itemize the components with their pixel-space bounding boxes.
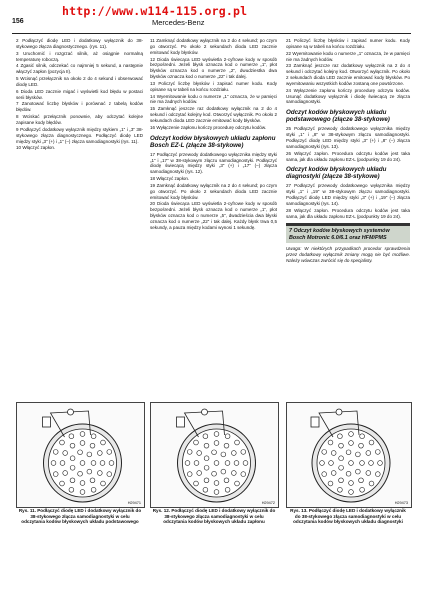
connector-pin <box>366 451 371 456</box>
connector-pin <box>80 490 85 495</box>
connector-pin <box>204 443 209 448</box>
connector-pin <box>331 451 336 456</box>
connector-pin <box>204 456 209 461</box>
page-number: 156 <box>12 18 24 25</box>
paragraph: 12 Dioda świecąca LED wyświetla 2-cyfrowe kody w sposób bezpośredni. Jeżeli błysk oznacza kod o numerze „1”, płot błysków oznacza kod o numerze „2”, dwudziestka dwa błysków oznacza kod o numerze „22” i tak dalej. <box>150 56 277 80</box>
connector-pin <box>194 440 199 445</box>
connector-pin <box>241 472 246 477</box>
connector-pin <box>360 461 365 466</box>
connector-pin <box>349 490 354 495</box>
connector-pin <box>346 450 351 455</box>
paragraph: 20 Dioda świecąca LED wyświetla 2-cyfrowe kody w sposób bezpośredni. Jeżeli błysk oznacza kod o numerze „1”, płot błysków oznacza kod o numerze „5”, dwadzieścia dwa błyski oznacza kod o numerze „22” i tak dalej. Każdy błysk trwa 0,5 sekundy, a pauza między kodami wynosi 1 sekundę. <box>150 201 277 230</box>
led-icon <box>336 409 342 415</box>
connector-pin <box>322 450 327 455</box>
connector-pin <box>369 461 374 466</box>
paragraph: 8 Wciskać przełącznik ponownie, aby odczytać kolejne zapisane kody błędów. <box>16 114 143 125</box>
connector-pin <box>331 471 336 476</box>
paragraph: 18 Włączyć zapłon. <box>150 176 190 182</box>
connector-pin <box>109 461 114 466</box>
connector-pin <box>212 450 217 455</box>
figure-code: H29473 <box>394 501 408 505</box>
connector-pin <box>338 487 343 492</box>
connector-pin <box>320 461 325 466</box>
section-heading: Odczyt kodów błyskowych układu podstawowego (złącze 38-stykowe) <box>286 109 390 124</box>
connector-pin <box>194 481 199 486</box>
figure-code: H29471 <box>127 501 141 505</box>
paragraph: 17 Podłączyć przewody dodatkowego wyłącznika między styki „1” i „17” w 38-stykowym złączu samodiagnostyki. Podłączyć diodę świecącą między styki „3” (+) i „17” (–) złącza samodiagnostyki (rys. 12). <box>150 151 277 175</box>
connector-pin <box>80 432 85 437</box>
section-heading: Odczyt kodów błyskowych układu zapłonu Bosch EZ-L (złącze 38-stykowe) <box>150 134 276 149</box>
connector-pin <box>60 481 65 486</box>
switch-icon <box>311 417 319 427</box>
connector-pin <box>234 461 239 466</box>
brand-title: Mercedes-Benz <box>152 18 205 27</box>
paragraph: 28 Włączyć zapłon. Procedura odczytu kodów jest taka sama, jak dla układu zapłonu EZ-L (podpunkty 19 do 24). <box>286 207 410 219</box>
led-icon <box>202 409 208 415</box>
connector-pin <box>214 481 219 486</box>
section-heading: Odczyt kodów błyskowych układu diagnostyki (złącze 38-stykowe) <box>286 166 387 181</box>
diagnostic-connector-drawing <box>17 403 144 507</box>
connector-pin <box>349 481 354 486</box>
connector-pin <box>231 451 236 456</box>
connector-pin <box>69 487 74 492</box>
connector-pin <box>100 461 105 466</box>
figure-caption: Rys. 12. Podłączyć diodę LED i dodatkowy wyłącznik do 38-stykowego złącza samodiagnostyki w celu odczytania kodów błyskowych układu zapłonu <box>152 508 276 525</box>
connector-pin <box>80 481 85 486</box>
connector-pin <box>366 471 371 476</box>
connector-pin <box>87 452 92 457</box>
paragraph: 22 Wyemitowanie kodu o numerze „1” oznacza, że w pamięci nie ma żadnych kodów. <box>286 50 410 62</box>
connector-pin <box>224 478 229 483</box>
figure-caption: Rys. 11. Podłączyć diodę LED i dodatkowy wyłącznik do 38-stykowego złącza samodiagnostyki w celu odczytania kodów błyskowych układu podstawowego <box>18 508 142 525</box>
connector-pin <box>221 452 226 457</box>
connector-pin <box>369 481 374 486</box>
paragraph: 9 Podłączyć dodatkowy wyłącznik między stykiem „1” i „3” 38-stykowego złącza diagnostycznego. Podłączyć diodę LED między styki „3” (+) i „1” (–) złącza samodiagnostyki (rys. 11). <box>16 126 143 144</box>
connector-pin <box>214 432 219 437</box>
connector-pin <box>378 461 383 466</box>
paragraph: 5 Wcisnąć przełącznik na około 2 do 4 sekund i obserwować diodę LED. <box>16 76 143 87</box>
connector-pin <box>328 481 333 486</box>
connector-pin <box>214 441 219 446</box>
text-column-3 <box>286 38 410 265</box>
connector-pin <box>355 469 360 474</box>
connector-pin <box>375 472 380 477</box>
paragraph: 6 Dioda LED zacznie migać i wyświetli kod błędu w postaci serii błysków. <box>16 88 143 100</box>
paragraph: 13 Policzyć liczbę błysków i zapisać numer kodu. Kody opisane są w tabeli na końcu rozdziału. <box>150 80 277 92</box>
connector-pin <box>225 461 230 466</box>
connector-pin <box>204 465 209 470</box>
connector-pin <box>60 461 65 466</box>
connector-pin <box>107 450 112 455</box>
connector-pin <box>231 471 236 476</box>
connector-pin <box>338 434 343 439</box>
connector-pin <box>339 443 344 448</box>
connector-pin <box>204 478 209 483</box>
connector-pin <box>339 465 344 470</box>
connector-pin <box>355 452 360 457</box>
connector-pin <box>322 472 327 477</box>
figure-caption: Rys. 13. Podłączyć diodę LED i dodatkowy wyłącznik do 38-stykowego złącza samodiagnostyki w celu odczytania kodów błyskowych układu diagnostyki <box>290 508 406 525</box>
connector-pin <box>329 461 334 466</box>
switch-icon <box>177 417 185 427</box>
connector-pin <box>339 456 344 461</box>
connector-pin <box>101 440 106 445</box>
connector-pin <box>53 450 58 455</box>
connector-pin <box>78 450 83 455</box>
connector-pin <box>224 443 229 448</box>
connector-pin <box>187 472 192 477</box>
page-header <box>12 4 411 28</box>
connector-pin <box>53 472 58 477</box>
diagnostic-connector-drawing <box>151 403 278 507</box>
connector-pin <box>359 443 364 448</box>
paragraph: 11 Zamknąć dodatkowy wyłącznik na 2 do 4 sekund; po czym go otworzyć. Po około 2 sekundach dioda LED zacznie emitować kody błysków. <box>150 38 277 55</box>
paragraph: 14 Wyemitowanie kodu o numerze „1” oznacza, że w pamięci nie ma żadnych kodów. <box>150 93 277 105</box>
connector-pin <box>241 450 246 455</box>
connector-pin <box>328 440 333 445</box>
paragraph: 16 Wyłączenie zapłonu kończy procedurę odczytu kodów. <box>150 124 267 130</box>
led-icon <box>68 409 74 415</box>
connector-pin <box>69 434 74 439</box>
note-text: Uwaga: W niektórych przypadkach procedur sprawdzenia przez dodatkowy wyłącznik zmiany mogą nie być możliwe. Należy wówczas zwrócić się do specjalisty. <box>286 246 410 263</box>
figure-13 <box>286 402 412 508</box>
paragraph: 26 Włączyć zapłon. Procedura odczytu kodów jest taka sama, jak dla układu zapłonu EZ-L (podpunkty 19 do 24). <box>286 150 410 162</box>
paragraph: 23 Zamknąć jeszcze raz dodatkowy wyłącznik na 2 do 4 sekund i odczytać kolejny kod. Otworzyć wyłącznik. Po około 2 sekundach dioda LED zacznie emitować kody błysków. Po wyemitowaniu wszystkich kodów zostaną one powtórzone. <box>286 63 410 86</box>
connector-pin <box>375 450 380 455</box>
connector-pin <box>214 461 219 466</box>
connector-pin <box>214 490 219 495</box>
connector-pin <box>87 469 92 474</box>
text-column-2 <box>150 38 277 232</box>
connector-pin <box>349 461 354 466</box>
connector-pin <box>349 432 354 437</box>
switch-icon <box>43 417 51 427</box>
connector-pin <box>187 450 192 455</box>
connector-pin <box>101 481 106 486</box>
paragraph: 4 Zgasić silnik, odczekać co najmniej 5 sekund, a następnie włączyć zapłon (pozycja II). <box>16 63 143 75</box>
connector-pin <box>91 461 96 466</box>
connector-pin <box>235 440 240 445</box>
watermark-url[interactable]: http://www.w114-115.org.pl <box>62 4 248 18</box>
connector-pin <box>221 469 226 474</box>
figure-12 <box>150 402 279 508</box>
paragraph: 19 Zamknąć dodatkowy wyłącznik na 2 do 4 sekund; po czym go otworzyć. Po około 2 sekundach dioda LED zacznie emitować kody błysków. <box>150 182 277 200</box>
connector-pin <box>63 471 68 476</box>
connector-pin <box>194 461 199 466</box>
connector-pin <box>63 451 68 456</box>
connector-pin <box>369 440 374 445</box>
connector-pin <box>107 472 112 477</box>
connector-pin <box>91 487 96 492</box>
connector-pin <box>225 487 230 492</box>
connector-pin <box>359 478 364 483</box>
connector-pin <box>80 441 85 446</box>
connector-pin <box>90 443 95 448</box>
connector-pin <box>185 461 190 466</box>
connector-pin <box>203 434 208 439</box>
paragraph: 3 Uruchomić i rozgrzać silnik, aż osiągnie normalną temperaturę roboczą. <box>16 50 143 62</box>
connector-pin <box>97 471 102 476</box>
paragraph: 24 Wyłączenie zapłonu kończy procedurę odczytu kodów. Usunąć dodatkowy wyłącznik i diodę świecącą ze złącza samodiagnostyki. <box>286 87 410 105</box>
figure-11 <box>16 402 145 508</box>
connector-pin <box>243 461 248 466</box>
paragraph: 2 Podłączyć diodę LED i dodatkowy wyłącznik do 38-stykowego złącza diagnostycznego. (rys. 11). <box>16 38 143 49</box>
paragraph: 25 Podłączyć przewody dodatkowego wyłącznika między styki „1” i „8” w 38-stykowym złączu samodiagnostyki. Podłączyć diodę LED między styki „3” (+) i „8” (–) złącza samodiagnostyki (rys. 13). <box>286 126 410 149</box>
connector-pin <box>197 471 202 476</box>
paragraph: 27 Podłączyć przewody dodatkowego wyłącznika między styki „1” i „19” w 38-stykowym złączu samodiagnostyki. Podłączyć diodę LED między styki „3” (+) i „19” (–) złącza samodiagnostyki (rys. 14). <box>286 183 410 206</box>
connector-pin <box>349 441 354 446</box>
connector-pin <box>90 478 95 483</box>
header-divider <box>12 33 411 34</box>
connector-pin <box>97 451 102 456</box>
connector-pin <box>60 440 65 445</box>
paragraph: 10 Włączyć zapłon. <box>16 145 56 151</box>
connector-pin <box>225 434 230 439</box>
connector-pin <box>70 443 75 448</box>
connector-pin <box>70 465 75 470</box>
connector-pin <box>91 434 96 439</box>
connector-pin <box>360 434 365 439</box>
paragraph: 15 Zamknąć jeszcze raz dodatkowy wyłącznik na 2 do 4 sekund i odczytać kolejny kod. Otworzyć wyłącznik. Po około 2 sekundach dioda LED zacznie emitować kody błysków. <box>150 106 277 123</box>
connector-pin <box>203 487 208 492</box>
connector-pin <box>70 478 75 483</box>
figure-code: H29472 <box>261 501 275 505</box>
connector-pin <box>80 461 85 466</box>
highlight-box: 7 Odczyt kodów błyskowych systemów Bosch Motronic 6.0/6.1 oraz HFM/PMS <box>286 223 410 243</box>
connector-pin <box>235 481 240 486</box>
connector-pin <box>346 471 351 476</box>
connector-pin <box>70 456 75 461</box>
connector-pin <box>51 461 56 466</box>
connector-pin <box>360 487 365 492</box>
connector-pin <box>212 471 217 476</box>
text-column-1 <box>16 38 143 152</box>
paragraph: 7 Zanotować liczbę błysków i porównać z tabelą kodów błędów. <box>16 101 143 113</box>
connector-pin <box>197 451 202 456</box>
connector-pin <box>339 478 344 483</box>
connector-pin <box>78 471 83 476</box>
diagnostic-connector-drawing <box>287 403 411 507</box>
paragraph: 21 Policzyć liczbę błysków i zapisać numer kodu. Kody opisane są w tabeli na końcu rozdziału. <box>286 38 410 49</box>
